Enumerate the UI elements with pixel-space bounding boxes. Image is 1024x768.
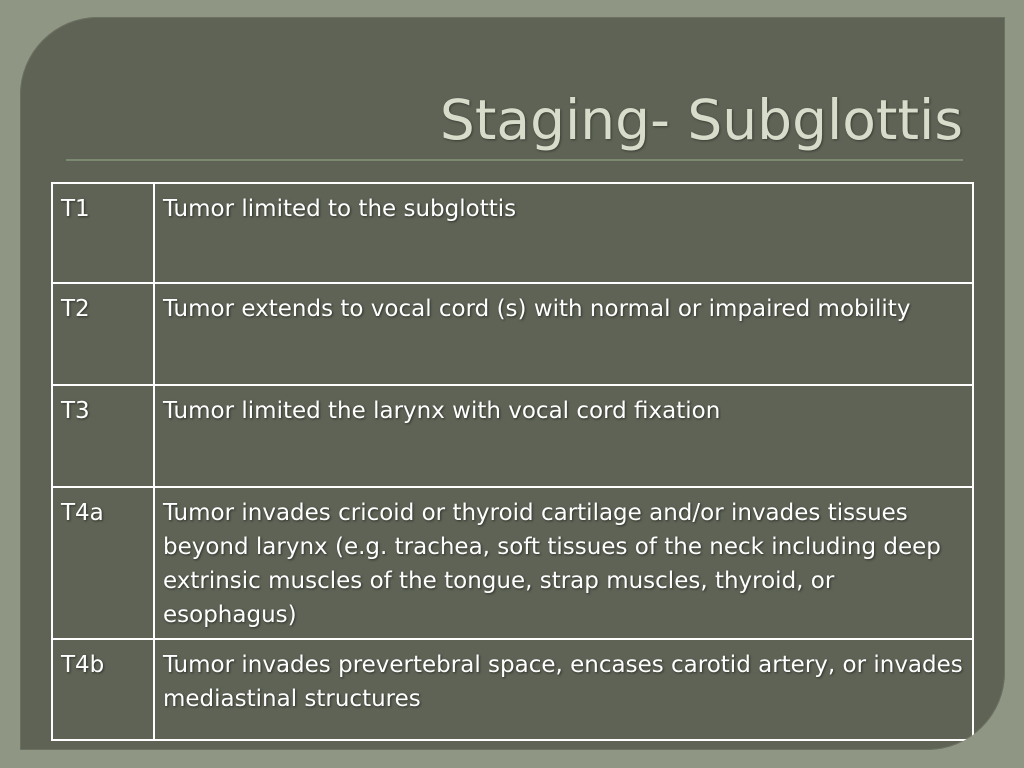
stage-cell: T1 [52, 183, 154, 283]
table-row [52, 487, 973, 639]
description-cell: Tumor invades prevertebral space, encases carotid artery, or invades mediastinal structures [154, 639, 973, 740]
description-cell: Tumor limited to the subglottis [154, 183, 973, 283]
table-row [52, 639, 973, 740]
staging-table [51, 182, 974, 741]
stage-cell: T4b [52, 639, 154, 740]
table-row [52, 183, 973, 283]
table-row [52, 283, 973, 385]
table-row [52, 385, 973, 487]
slide-title: Staging- Subglottis [439, 88, 963, 152]
description-cell: Tumor invades cricoid or thyroid cartilage and/or invades tissues beyond larynx (e.g. trachea, soft tissues of the neck including deep extrinsic muscles of the tongue, strap muscles, thyroid, or esophagus) [154, 487, 973, 639]
stage-cell: T2 [52, 283, 154, 385]
stage-cell: T4a [52, 487, 154, 639]
title-divider [66, 159, 963, 161]
stage-cell: T3 [52, 385, 154, 487]
description-cell: Tumor limited the larynx with vocal cord fixation [154, 385, 973, 487]
description-cell: Tumor extends to vocal cord (s) with normal or impaired mobility [154, 283, 973, 385]
slide-panel [20, 17, 1005, 750]
